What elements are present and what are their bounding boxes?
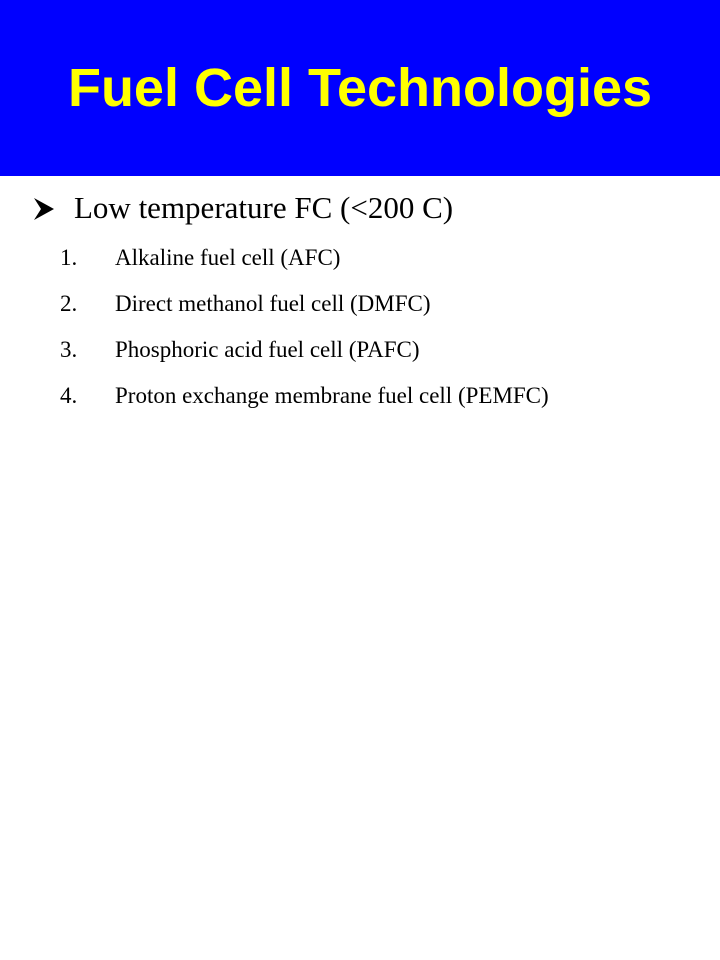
list-item-number: 2.	[60, 291, 78, 316]
list-item	[0, 376, 720, 454]
slide-title: Fuel Cell Technologies	[67, 58, 653, 118]
numbered-list	[0, 238, 720, 454]
list-item-number: 1.	[60, 245, 78, 270]
title-bar	[0, 0, 720, 176]
bullet-text: Low temperature FC (<200 C)	[74, 190, 454, 225]
slide-content	[0, 184, 720, 454]
bullet-item	[0, 184, 720, 236]
list-item-text: Direct methanol fuel cell (DMFC)	[115, 291, 431, 316]
list-item	[0, 284, 720, 330]
list-item-text: Alkaline fuel cell (AFC)	[115, 245, 341, 270]
list-item	[0, 330, 720, 376]
list-item	[0, 238, 720, 284]
list-item-number: 4.	[60, 383, 78, 408]
arrowhead-bullet-icon	[34, 198, 54, 220]
list-item-text: Proton exchange membrane fuel cell (PEMFC)	[115, 383, 549, 408]
list-item-number: 3.	[60, 337, 78, 362]
list-item-text: Phosphoric acid fuel cell (PAFC)	[115, 337, 420, 362]
